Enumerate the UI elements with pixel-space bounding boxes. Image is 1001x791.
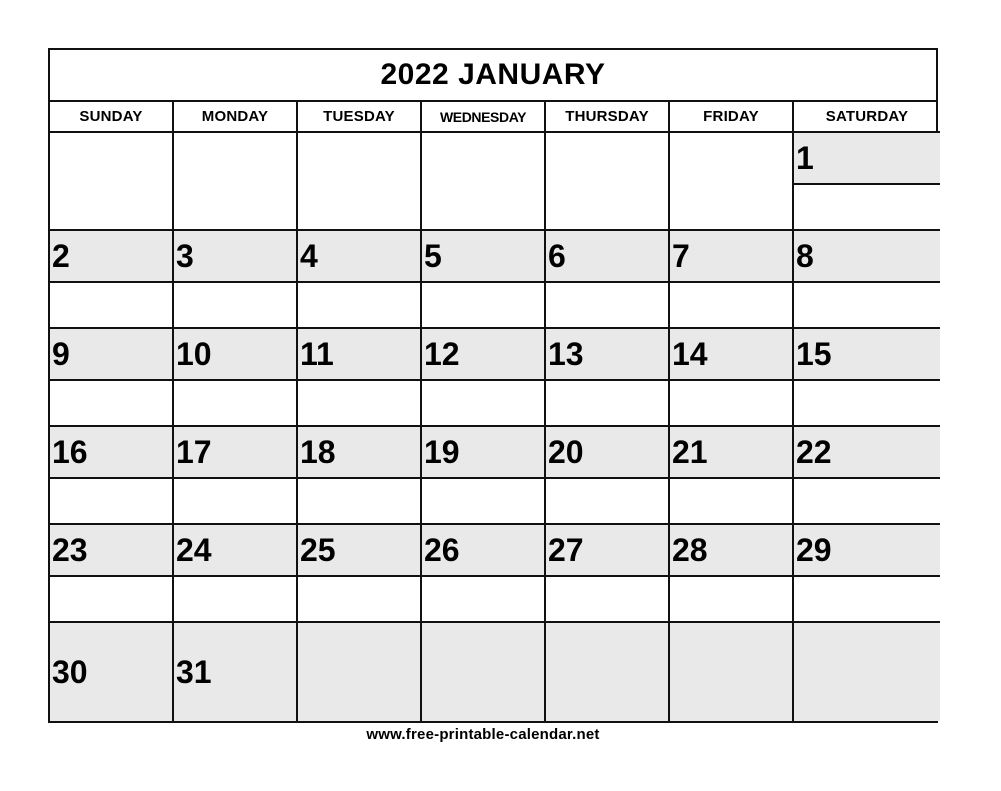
note-area[interactable] [298, 283, 420, 327]
note-area[interactable] [546, 577, 668, 621]
note-area[interactable] [422, 577, 544, 621]
date-band [670, 427, 792, 479]
note-area[interactable] [298, 577, 420, 621]
date-band [794, 427, 940, 479]
title-bar [50, 50, 936, 102]
day-cell[interactable] [298, 329, 422, 427]
note-area[interactable] [670, 577, 792, 621]
weekday-saturday: SATURDAY [794, 102, 940, 133]
calendar [48, 48, 938, 723]
date-number: 25 [300, 532, 336, 568]
note-area[interactable] [546, 381, 668, 425]
note-area[interactable] [50, 381, 172, 425]
date-number: 24 [176, 532, 212, 568]
date-number: 6 [548, 238, 566, 274]
day-cell[interactable] [794, 133, 940, 231]
note-area[interactable] [794, 479, 940, 523]
day-cell[interactable] [422, 133, 546, 231]
weekday-monday: MONDAY [174, 102, 298, 133]
weekday-sunday: SUNDAY [50, 102, 174, 133]
day-cell[interactable] [174, 427, 298, 525]
date-number: 13 [548, 336, 584, 372]
date-band [422, 329, 544, 381]
week-row [50, 231, 940, 329]
date-band [298, 231, 420, 283]
note-area[interactable] [50, 283, 172, 327]
date-band [670, 623, 792, 721]
note-area[interactable] [546, 479, 668, 523]
date-number: 5 [424, 238, 442, 274]
weekday-friday: FRIDAY [670, 102, 794, 133]
date-band [174, 427, 296, 479]
day-cell[interactable] [50, 525, 174, 623]
date-number: 1 [796, 140, 814, 176]
date-band [298, 133, 420, 229]
date-band [298, 623, 420, 721]
date-band [794, 525, 940, 577]
weeks-grid [50, 133, 936, 721]
day-cell[interactable] [174, 525, 298, 623]
footer [0, 726, 1001, 743]
day-cell[interactable] [422, 329, 546, 427]
date-number: 16 [52, 434, 88, 470]
date-band [670, 525, 792, 577]
day-cell[interactable] [174, 133, 298, 231]
date-number: 27 [548, 532, 584, 568]
date-band [174, 623, 296, 721]
date-band [298, 427, 420, 479]
date-number: 14 [672, 336, 708, 372]
day-cell[interactable] [794, 329, 940, 427]
date-number: 3 [176, 238, 194, 274]
note-area[interactable] [670, 381, 792, 425]
date-number: 22 [796, 434, 832, 470]
note-area[interactable] [174, 381, 296, 425]
day-cell[interactable] [670, 427, 794, 525]
date-band [50, 231, 172, 283]
day-cell[interactable] [670, 133, 794, 231]
date-number: 8 [796, 238, 814, 274]
day-cell[interactable] [546, 133, 670, 231]
date-band [546, 133, 668, 229]
day-cell[interactable] [422, 427, 546, 525]
date-band [670, 133, 792, 229]
date-band [422, 231, 544, 283]
date-number: 31 [176, 654, 212, 690]
day-cell[interactable] [794, 623, 940, 721]
day-cell[interactable] [50, 133, 174, 231]
day-cell[interactable] [298, 231, 422, 329]
date-number: 17 [176, 434, 212, 470]
date-number: 20 [548, 434, 584, 470]
date-band [174, 525, 296, 577]
note-area[interactable] [794, 185, 940, 229]
date-number: 15 [796, 336, 832, 372]
day-cell[interactable] [298, 427, 422, 525]
note-area[interactable] [422, 479, 544, 523]
day-cell[interactable] [422, 525, 546, 623]
date-band [546, 427, 668, 479]
date-band [422, 133, 544, 229]
date-band [546, 525, 668, 577]
day-cell[interactable] [422, 231, 546, 329]
day-cell[interactable] [546, 427, 670, 525]
day-cell[interactable] [670, 623, 794, 721]
date-band [422, 623, 544, 721]
date-number: 29 [796, 532, 832, 568]
date-number: 10 [176, 336, 212, 372]
calendar-title: 2022 JANUARY [380, 58, 606, 91]
week-row [50, 329, 940, 427]
day-cell[interactable] [670, 329, 794, 427]
date-band [50, 623, 172, 721]
note-area[interactable] [50, 577, 172, 621]
date-number: 18 [300, 434, 336, 470]
day-cell[interactable] [546, 623, 670, 721]
note-area[interactable] [422, 381, 544, 425]
date-number: 30 [52, 654, 88, 690]
date-number: 19 [424, 434, 460, 470]
note-area[interactable] [670, 479, 792, 523]
date-number: 2 [52, 238, 70, 274]
week-row [50, 623, 940, 721]
date-band [794, 623, 940, 721]
day-cell[interactable] [50, 329, 174, 427]
day-cell[interactable] [298, 525, 422, 623]
date-number: 7 [672, 238, 690, 274]
date-number: 12 [424, 336, 460, 372]
date-band [50, 329, 172, 381]
date-band [174, 231, 296, 283]
day-cell[interactable] [670, 525, 794, 623]
day-cell[interactable] [174, 329, 298, 427]
note-area[interactable] [546, 283, 668, 327]
week-row [50, 525, 940, 623]
week-row [50, 133, 940, 231]
day-cell[interactable] [174, 623, 298, 721]
weekday-tuesday: TUESDAY [298, 102, 422, 133]
date-band [546, 623, 668, 721]
weekday-header-row [50, 102, 936, 133]
date-band [670, 329, 792, 381]
day-cell[interactable] [50, 231, 174, 329]
date-band [422, 525, 544, 577]
date-band [670, 231, 792, 283]
note-area[interactable] [670, 283, 792, 327]
footer-url: www.free-printable-calendar.net [366, 726, 600, 743]
date-band [50, 427, 172, 479]
weekday-thursday: THURSDAY [546, 102, 670, 133]
day-cell[interactable] [50, 623, 174, 721]
note-area[interactable] [794, 381, 940, 425]
date-band [174, 133, 296, 229]
day-cell[interactable] [298, 133, 422, 231]
note-area[interactable] [50, 479, 172, 523]
day-cell[interactable] [546, 525, 670, 623]
date-number: 11 [300, 336, 334, 372]
date-number: 9 [52, 336, 70, 372]
date-band [298, 525, 420, 577]
day-cell[interactable] [546, 329, 670, 427]
date-band [794, 133, 940, 185]
note-area[interactable] [174, 479, 296, 523]
note-area[interactable] [422, 283, 544, 327]
note-area[interactable] [298, 381, 420, 425]
note-area[interactable] [174, 283, 296, 327]
day-cell[interactable] [794, 525, 940, 623]
day-cell[interactable] [50, 427, 174, 525]
note-area[interactable] [174, 577, 296, 621]
date-band [298, 329, 420, 381]
date-number: 28 [672, 532, 708, 568]
day-cell[interactable] [794, 231, 940, 329]
date-band [174, 329, 296, 381]
date-band [794, 231, 940, 283]
note-area[interactable] [794, 283, 940, 327]
date-band [546, 231, 668, 283]
day-cell[interactable] [174, 231, 298, 329]
date-number: 26 [424, 532, 460, 568]
date-band [794, 329, 940, 381]
date-number: 21 [672, 434, 708, 470]
day-cell[interactable] [794, 427, 940, 525]
week-row [50, 427, 940, 525]
date-band [50, 133, 172, 229]
weekday-wednesday: WEDNESDAY [422, 102, 546, 133]
date-number: 4 [300, 238, 318, 274]
day-cell[interactable] [298, 623, 422, 721]
note-area[interactable] [298, 479, 420, 523]
date-number: 23 [52, 532, 88, 568]
date-band [422, 427, 544, 479]
day-cell[interactable] [546, 231, 670, 329]
date-band [50, 525, 172, 577]
day-cell[interactable] [670, 231, 794, 329]
note-area[interactable] [794, 577, 940, 621]
day-cell[interactable] [422, 623, 546, 721]
date-band [546, 329, 668, 381]
